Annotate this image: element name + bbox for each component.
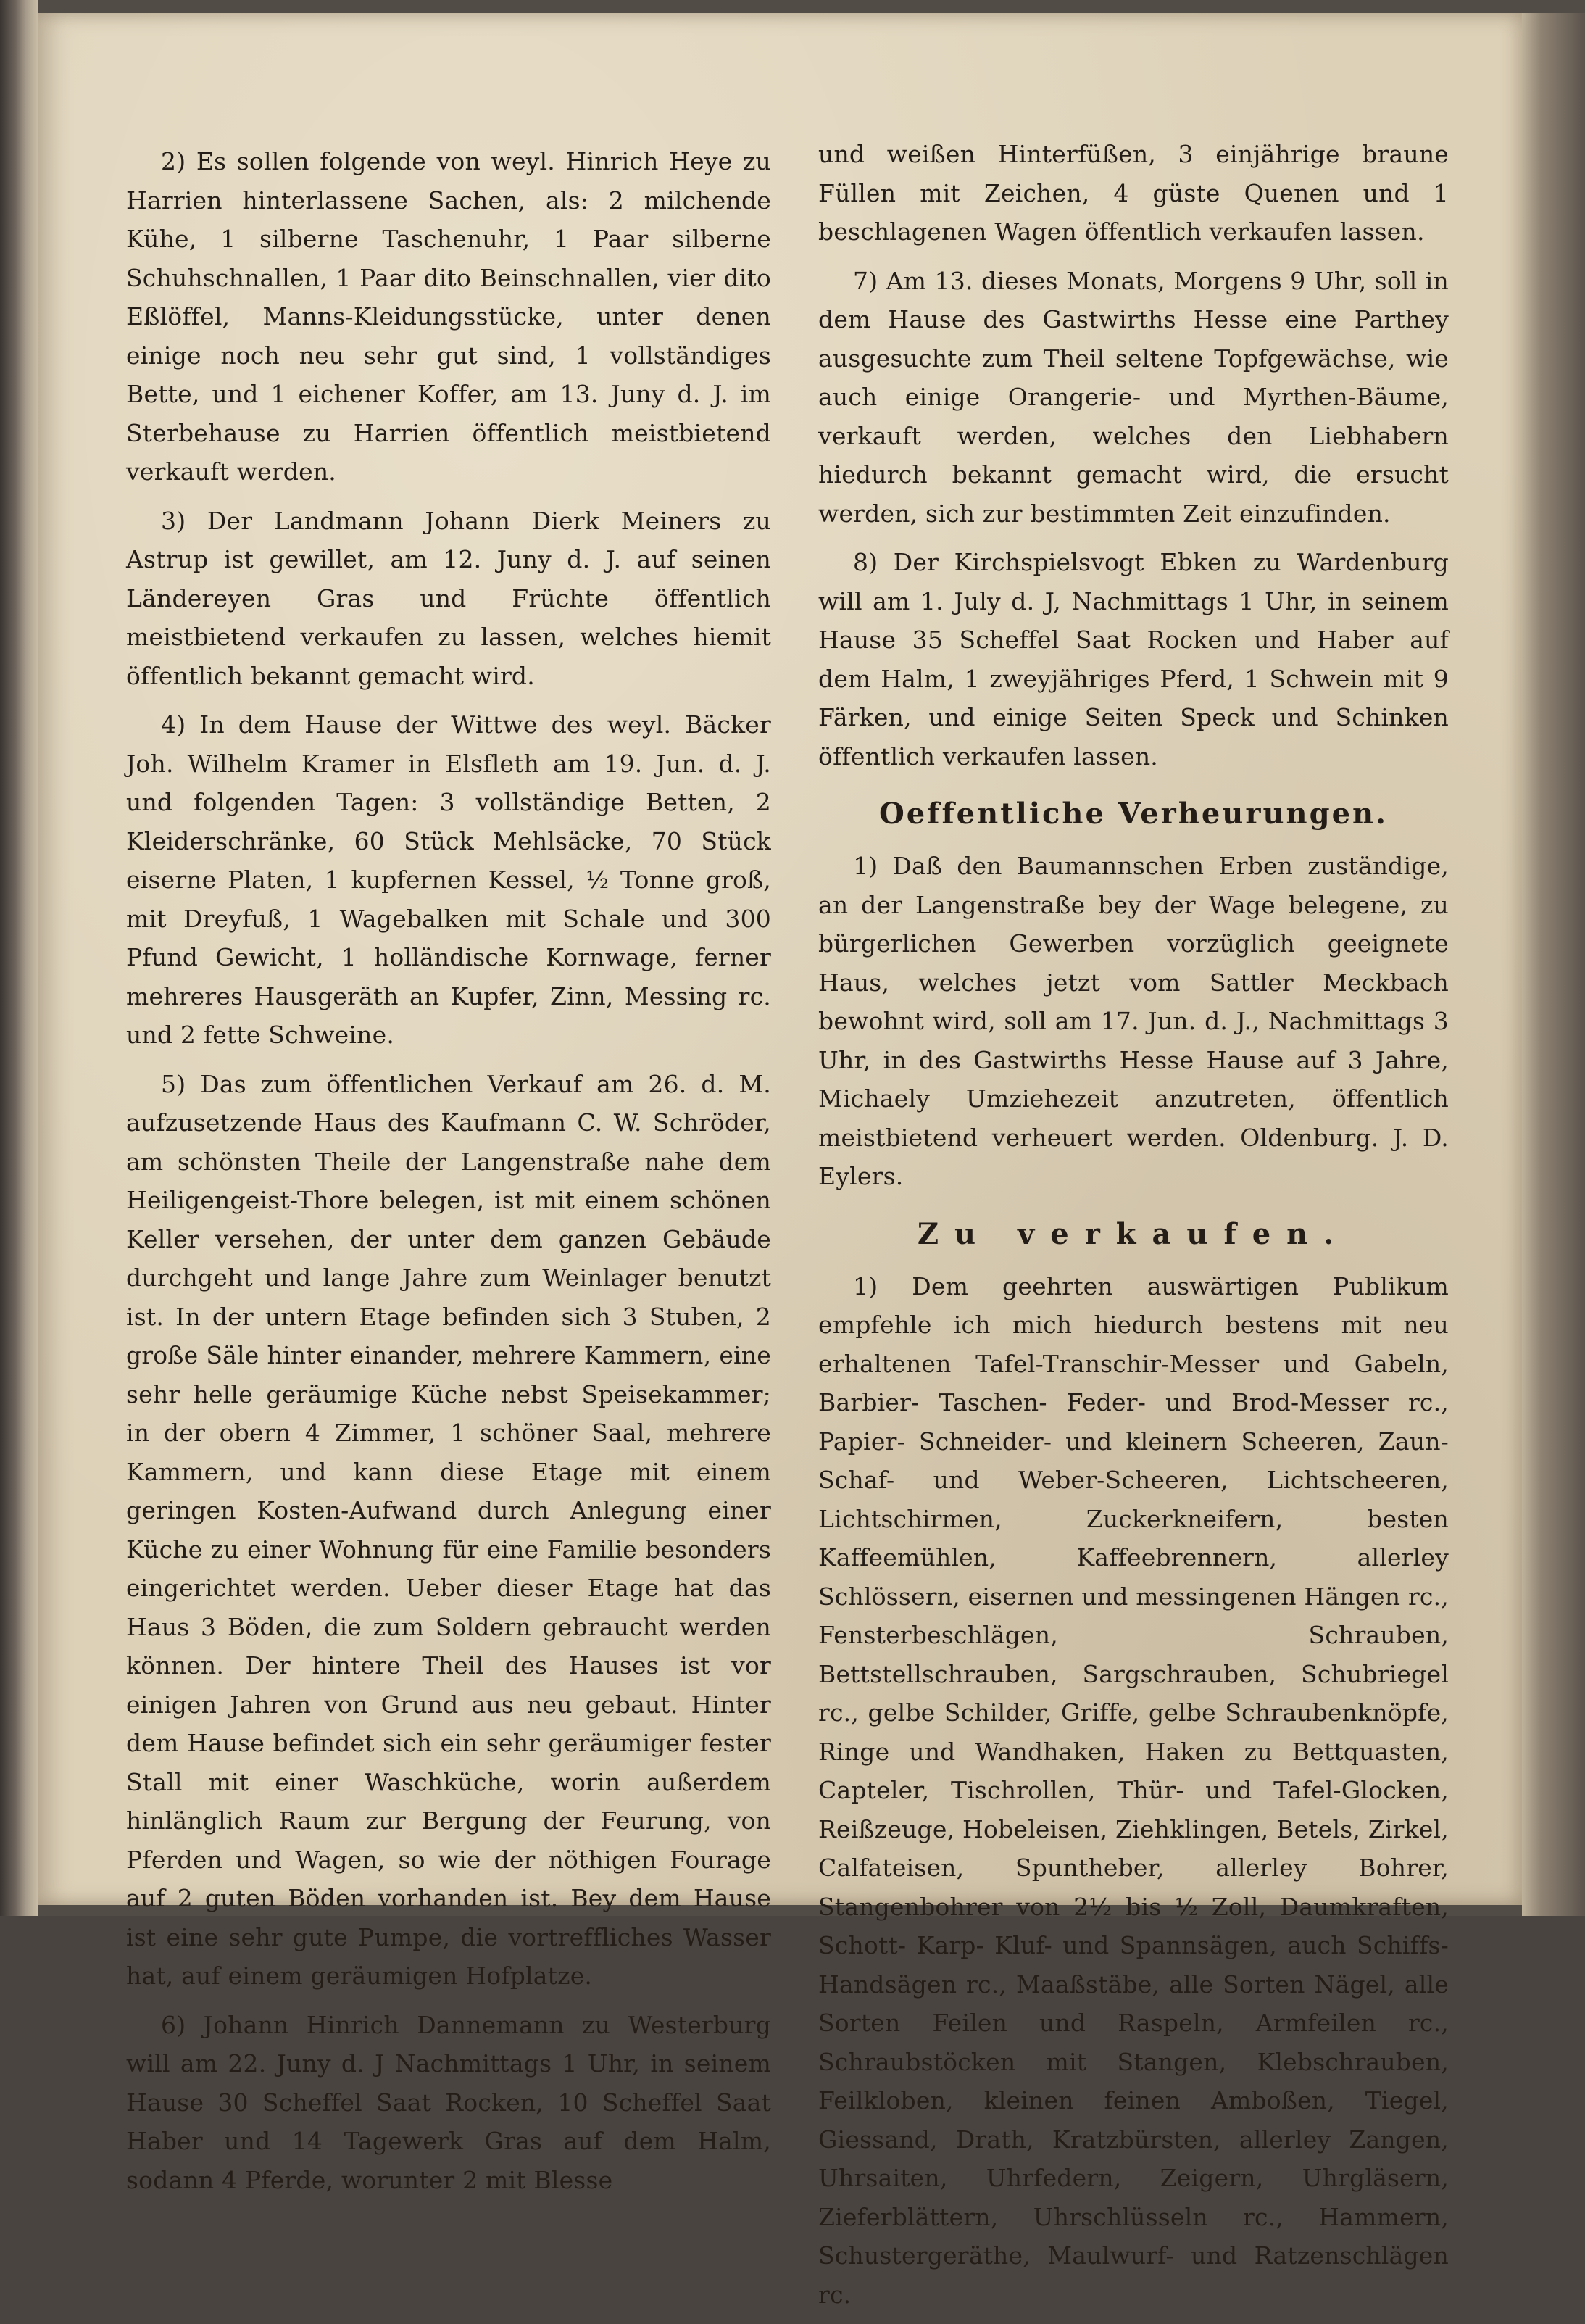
notice-paragraph: 7) Am 13. dieses Monats, Morgens 9 Uhr, soll in dem Hause des Gastwirths Hesse eine Parthey ausgesuchte zum Theil seltene Topfgewächse, wie auch einige Orangerie- und Myrthen-Bäume, verkauft werden, welches den Liebhabern hiedurch bekannt gemacht wird, die ersucht werden, sich zur bestimmten Zeit einzufinden.: [818, 266, 1449, 528]
right-column: [818, 135, 1449, 2324]
book-edge-right: [1522, 13, 1585, 1916]
left-column: [126, 142, 771, 2209]
notice-paragraph: und weißen Hinterfüßen, 3 einjährige braune Füllen mit Zeichen, 4 güste Quenen und 1 beschlagenen Wagen öffentlich verkaufen lassen.: [818, 140, 1449, 246]
notice-paragraph: 5) Das zum öffentlichen Verkauf am 26. d. M. aufzusetzende Haus des Kaufmann C. W. Schröder, am schönsten Theile der Langenstraße nahe dem Heiligengeist-Thore belegen, ist mit einem schönen Keller versehen, der unter dem ganzen Gebäude durchgeht und lange Jahre zum Weinlager benutzt ist. In der untern Etage befinden sich 3 Stuben, 2 große Säle hinter einander, mehrere Kammern, eine sehr helle geräumige Küche nebst Speisekammer; in der obern 4 Zimmer, 1 schöner Saal, mehrere Kammern, und kann diese Etage mit einem geringen Kosten-Aufwand durch Anlegung einer Küche zu einer Wohnung für eine Familie besonders eingerichtet werden. Ueber dieser Etage hat das Haus 3 Böden, die zum Soldern gebraucht werden können. Der hintere Theil des Hauses ist vor einigen Jahren von Grund aus neu gebaut. Hinter dem Hause befindet sich ein sehr geräumiger fester Stall mit einer Waschküche, worin außerdem hinlänglich Raum zur Bergung der Feurung, von Pferden und Wagen, so wie der nöthigen Fourage auf 2 guten Böden vorhanden ist. Bey dem Hause ist eine sehr gute Pumpe, die vortreffliches Wasser hat, auf einem geräumigen Hofplatze.: [126, 1069, 771, 1990]
notice-paragraph: 1) Daß den Baumannschen Erben zuständige, an der Langenstraße bey der Wage belegene, zu bürgerlichen Gewerben vorzüglich geeignete Haus, welches jetzt vom Sattler Meckbach bewohnt wird, soll am 17. Jun. d. J., Nachmittags 3 Uhr, in des Gastwirths Hesse Hause auf 3 Jahre, Michaely Umziehezeit anzutreten, öffentlich meistbietend verheuert werden. Oldenburg. J. D. Eylers.: [818, 852, 1449, 1190]
section-heading-verheurungen: Oeffentliche Verheurungen.: [878, 797, 1389, 831]
notice-paragraph: 3) Der Landmann Johann Dierk Meiners zu Astrup ist gewillet, am 12. Juny d. J. auf seinen Ländereyen Gras und Früchte öffentlich meistbietend verkaufen zu lassen, welches hiemit öffentlich bekannt gemacht wird.: [126, 506, 771, 690]
notice-paragraph: 2) Es sollen folgende von weyl. Hinrich Heye zu Harrien hinterlassene Sachen, als: 2 milchende Kühe, 1 silberne Taschenuhr, 1 Paar silberne Schuhschnallen, 1 Paar dito Beinschnallen, vier dito Eßlöffel, Manns-Kleidungsstücke, unter denen einige noch neu sehr gut sind, 1 vollständiges Bette, und 1 eichener Koffer, am 13. Juny d. J. im Sterbehause zu Harrien öffentlich meistbietend verkauft werden.: [126, 147, 771, 486]
section-heading-zu-verkaufen: Zu verkaufen.: [917, 1216, 1350, 1251]
notice-paragraph: 1) Dem geehrten auswärtigen Publikum empfehle ich mich hiedurch bestens mit neu erhaltenen Tafel-Transchir-Messer und Gabeln, Barbier- Taschen- Feder- und Brod-Messer rc., Papier- Schneider- und kleinern Scheeren, Zaun- Schaf- und Weber-Scheeren, Lichtscheeren, Lichtschirmen, Zuckerkneifern, besten Kaffeemühlen, Kaffeebrennern, allerley Schlössern, eisernen und messingenen Hängen rc., Fensterbeschlägen, Schrauben, Bettstellschrauben, Sargschrauben, Schubriegel rc., gelbe Schilder, Griffe, gelbe Schraubenknöpfe, Ringe und Wandhaken, Haken zu Bettquasten, Capteler, Tischrollen, Thür- und Tafel-Glocken, Reißzeuge, Hobeleisen, Ziehklingen, Betels, Zirkel, Calfateisen, Spuntheber, allerley Bohrer, Stangenbohrer von 2½ bis ½ Zoll, Daumkraften, Schott- Karp- Kluf- und Spannsägen, auch Schiffs-Handsägen rc., Maaßstäbe, alle Sorten Nägel, alle Sorten Feilen und Raspeln, Armfeilen rc., Schraubstöcken mit Stangen, Klebschrauben, Feilkloben, kleinen feinen Amboßen, Tiegel, Giessand, Drath, Kratzbürsten, allerley Zangen, Uhrsaiten, Uhrfedern, Zeigern, Uhrgläsern, Zieferblättern, Uhrschlüsseln rc., Hammern, Schustergeräthe, Maulwurf- und Ratzenschlägen rc.: [818, 1271, 1449, 2309]
notice-paragraph: 4) In dem Hause der Wittwe des weyl. Bäcker Joh. Wilhelm Kramer in Elsfleth am 19. Jun. d. J. und folgenden Tagen: 3 vollständige Betten, 2 Kleiderschränke, 60 Stück Mehlsäcke, 70 Stück eiserne Platen, 1 kupfernen Kessel, ½ Tonne groß, mit Dreyfuß, 1 Wagebalken mit Schale und 300 Pfund Gewicht, 1 holländische Kornwage, ferner mehreres Hausgeräth an Kupfer, Zinn, Messing rc. und 2 fette Schweine.: [126, 710, 771, 1049]
paper-page: [38, 13, 1522, 2309]
notice-paragraph: 8) Der Kirchspielsvogt Ebken zu Wardenburg will am 1. July d. J, Nachmittags 1 Uhr, in seinem Hause 35 Scheffel Saat Rocken und Haber auf dem Halm, 1 zweyjähriges Pferd, 1 Schwein mit 9 Färken, und einige Seiten Speck und Schinken öffentlich verkaufen lassen.: [818, 548, 1449, 771]
notice-paragraph: 6) Johann Hinrich Dannemann zu Westerburg will am 22. Juny d. J Nachmittags 1 Uhr, in seinem Hause 30 Scheffel Saat Rocken, 10 Scheffel Saat Haber und 14 Tagewerk Gras auf dem Halm, sodann 4 Pferde, worunter 2 mit Blesse: [126, 2010, 771, 2194]
book-gutter-left: [0, 0, 38, 1916]
